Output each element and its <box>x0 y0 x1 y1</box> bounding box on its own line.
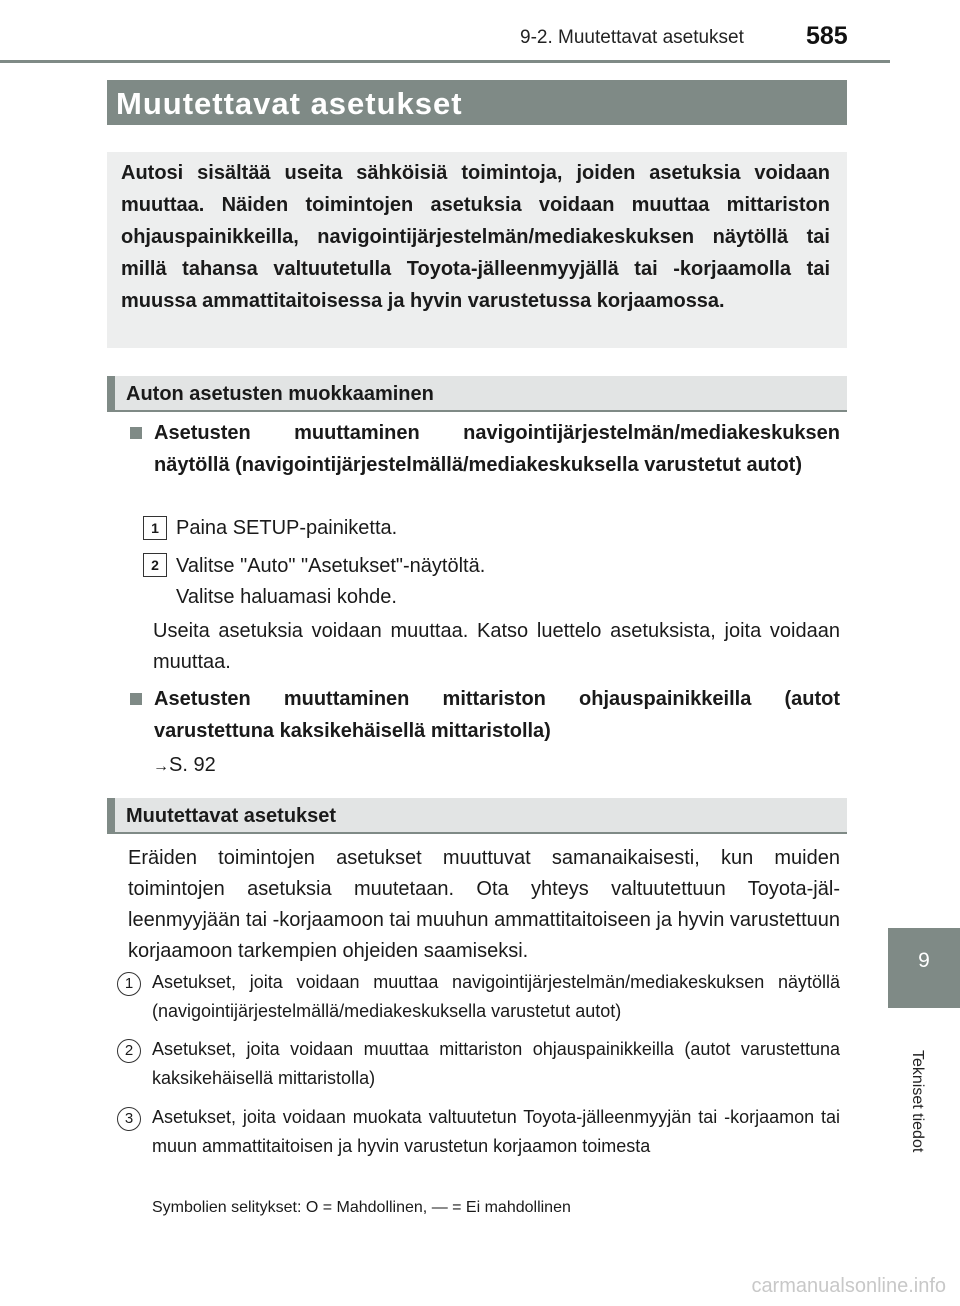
bullet-square-icon <box>130 693 142 705</box>
page-number: 585 <box>806 22 848 50</box>
note-2-text: Asetukset, joita voidaan muuttaa mittariston ohjauspainikkeilla (autot varustettuna kaksikehäisellä mittaristolla) <box>152 1039 840 1088</box>
section-heading-auton-asetusten: Auton asetusten muokkaaminen <box>126 383 434 405</box>
section-heading-accent <box>107 376 115 412</box>
chapter-tab <box>888 928 960 1008</box>
running-header-section: 9-2. Muutettavat asetukset <box>520 27 744 48</box>
footer-watermark: carmanualsonline.info <box>751 1275 946 1297</box>
note-number-1: 1 <box>117 972 141 996</box>
page-title: Muutettavat asetukset <box>116 86 463 121</box>
header-rule <box>0 60 890 63</box>
note-number-2: 2 <box>117 1039 141 1063</box>
note-1-text: Asetukset, joita voidaan muuttaa navigointijärjestelmän/mediakeskuksen näytöllä (navigointijärjestelmällä/mediakeskuksella varustetut autot) <box>152 972 840 1021</box>
bullet-square-icon <box>130 427 142 439</box>
note-number-3: 3 <box>117 1107 141 1131</box>
intro-text: Autosi sisältää useita sähköisiä toimintoja, joiden asetuksia voidaan muuttaa. Näiden toimintojen asetuksia voidaan muuttaa mittariston ohjauspainikkeilla, navigointijärjestelmän/mediakeskuksen näytöllä tai millä tahansa valtuutetulla Toyota-jälleenmyyjällä tai -korjaamolla tai muussa ammattitaitoisessa ja hyvin varustetussa korjaamossa. <box>121 162 830 312</box>
item-heading-navigation: Asetusten muuttaminen navigointijärjestelmän/mediakeskuksen näytöllä (navigointijärjestelmällä/mediakeskuksella varustetut autot) <box>154 422 840 476</box>
page-reference <box>153 750 216 782</box>
step-2-text: Valitse "Auto" "Asetukset"-näytöltä. <box>176 555 486 577</box>
note-3-text: Asetukset, joita voidaan muokata valtuutetun Toyota-jälleenmyyjän tai -korjaamon tai muun ammattitaitoisen ja hyvin varustetun korjaamon toimesta <box>152 1107 840 1156</box>
section-heading-accent <box>107 798 115 834</box>
item-heading-instrument-cluster: Asetusten muuttaminen mittariston ohjauspainikkeilla (autot varustettuna kaksikehäisellä mittaristolla) <box>154 688 840 742</box>
item-1-note: Useita asetuksia voidaan muuttaa. Katso luettelo asetuksista, joita voidaan muuttaa. <box>153 620 840 673</box>
section-2-paragraph: Eräiden toimintojen asetukset muuttuvat samanaikaisesti, kun muiden toimintojen asetuksia muutetaan. Ota yhteys valtuutettuun Toyota-jälleenmyyjään tai -korjaamoon tai muuhun ammattitaitoiseen ja hyvin varustettuun korjaamoon tarkempien ohjeiden saamiseksi. <box>128 847 840 962</box>
step-2-subtext: Valitse haluamasi kohde. <box>176 586 397 608</box>
arrow-right-icon: → <box>153 758 169 775</box>
chapter-number: 9 <box>918 949 930 972</box>
page-reference-link[interactable]: S. 92 <box>169 754 216 776</box>
step-1-text: Paina SETUP-painiketta. <box>176 517 398 539</box>
symbol-legend: Symbolien selitykset: O = Mahdollinen, — = Ei mahdollinen <box>152 1199 571 1216</box>
step-number-1: 1 <box>143 516 167 540</box>
section-heading-muutettavat: Muutettavat asetukset <box>126 805 337 827</box>
chapter-label: Tekniset tiedot <box>909 1050 926 1153</box>
step-number-2: 2 <box>143 553 167 577</box>
